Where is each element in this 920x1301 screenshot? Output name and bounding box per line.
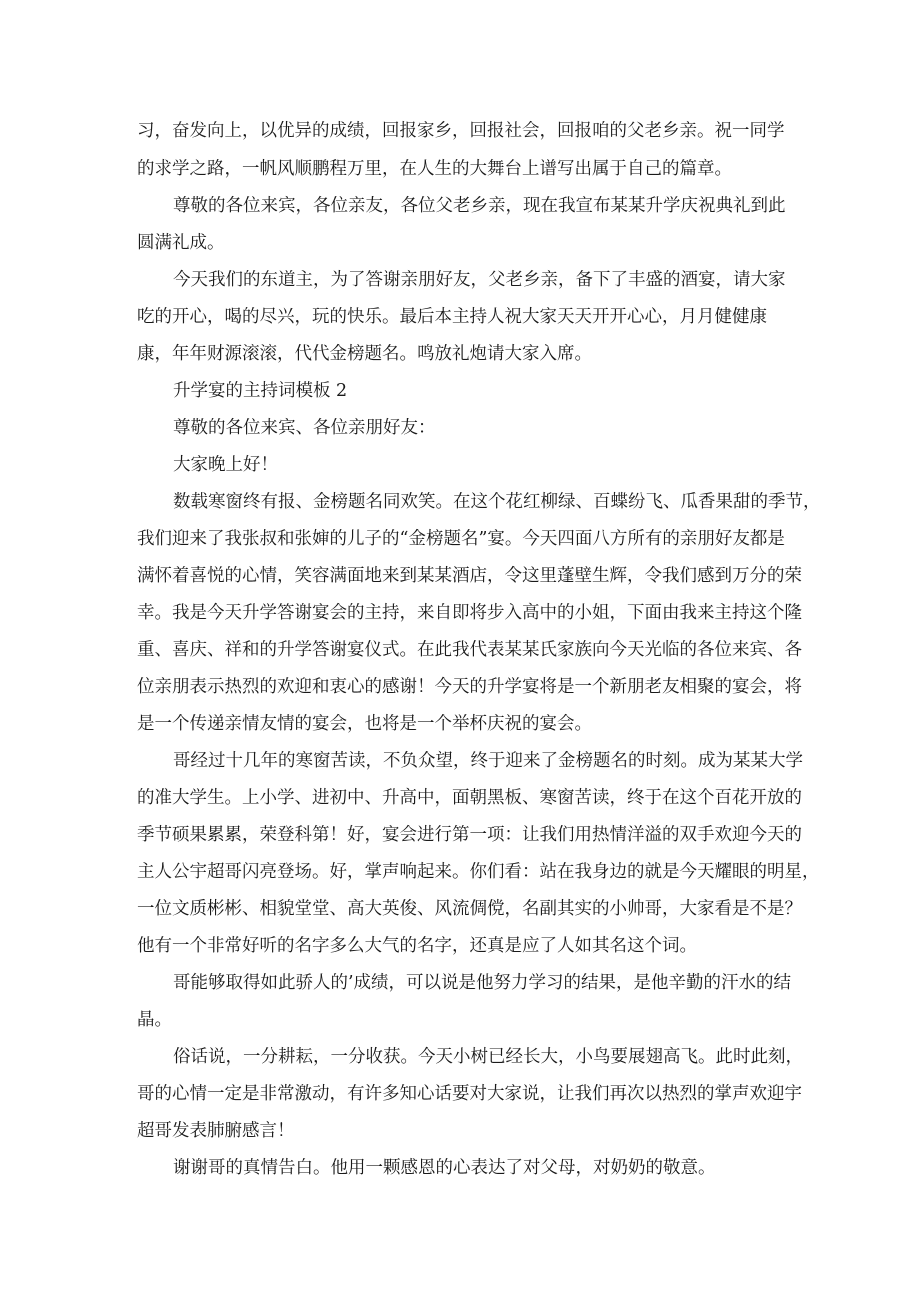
text-line: 的求学之路，一帆风顺鹏程万里，在人生的大舞台上谱写出属于自己的篇章。 xyxy=(137,159,732,179)
text-line: 他有一个非常好听的名字多么大气的名字，还真是应了人如其名这个词。 xyxy=(137,936,697,956)
section-heading: 升学宴的主持词模板 2 xyxy=(173,381,348,401)
text-line: 满怀着喜悦的心情，笑容满面地来到某某酒店，令这里蓬壁生辉，令我们感到万分的荣 xyxy=(137,566,802,586)
text-line: 康，年年财源滚滚，代代金榜题名。鸣放礼炮请大家入席。 xyxy=(137,344,592,364)
text-line: 今天我们的东道主，为了答谢亲朋好友，父老乡亲，备下了丰盛的酒宴，请大家 xyxy=(173,270,786,290)
text-line: 晶。 xyxy=(137,1010,172,1030)
text-line: 位亲朋表示热烈的欢迎和衷心的感谢！今天的升学宴将是一个新朋老友相聚的宴会，将 xyxy=(137,677,802,697)
text-line: 吃的开心，喝的尽兴，玩的快乐。最后本主持人祝大家天天开开心心，月月健健康 xyxy=(137,307,767,327)
text-line: 哥的心情一定是非常激动，有许多知心话要对大家说，让我们再次以热烈的掌声欢迎宇 xyxy=(137,1084,802,1104)
text-line: 是一个传递亲情友情的宴会，也将是一个举杯庆祝的宴会。 xyxy=(137,714,592,734)
text-line: 圆满礼成。 xyxy=(137,233,225,253)
text-line: 哥能够取得如此骄人的’成绩，可以说是他努力学习的结果，是他辛勤的汗水的结 xyxy=(173,973,792,993)
text-line: 季节硕果累累，荣登科第！好，宴会进行第一项：让我们用热情洋溢的双手欢迎今天的 xyxy=(137,825,802,845)
text-line: 重、喜庆、祥和的升学答谢宴仪式。在此我代表某某氏家族向今天光临的各位来宾、各 xyxy=(137,640,802,660)
text-line: 尊敬的各位来宾、各位亲朋好友： xyxy=(173,418,436,438)
text-line: 尊敬的各位来宾，各位亲友，各位父老乡亲，现在我宣布某某升学庆祝典礼到此 xyxy=(173,196,786,216)
text-line: 一位文质彬彬、相貌堂堂、高大英俊、风流倜傥，名副其实的小帅哥，大家看是不是？ xyxy=(137,899,802,919)
text-line: 我们迎来了我张叔和张婶的儿子的“金榜题名”宴。今天四面八方所有的亲朋好友都是 xyxy=(137,529,785,549)
text-line: 的准大学生。上小学、进初中、升高中，面朝黑板、寒窗苦读，终于在这个百花开放的 xyxy=(137,788,802,808)
text-line: 俗话说，一分耕耘，一分收获。今天小树已经长大，小鸟要展翅高飞。此时此刻， xyxy=(173,1047,803,1067)
text-line: 哥经过十几年的寒窗苦读，不负众望，终于迎来了金榜题名的时刻。成为某某大学 xyxy=(173,751,803,771)
text-line: 超哥发表肺腑感言！ xyxy=(137,1121,295,1141)
text-line: 谢谢哥的真情告白。他用一颗感恩的心表达了对父母，对奶奶的敬意。 xyxy=(173,1158,716,1178)
text-line: 主人公宇超哥闪亮登场。好，掌声响起来。你们看：站在我身边的就是今天耀眼的明星， xyxy=(137,862,820,882)
text-line: 大家晚上好！ xyxy=(173,455,278,475)
text-line: 习，奋发向上，以优异的成绩，回报家乡，回报社会，回报咱的父老乡亲。祝一同学 xyxy=(137,121,785,141)
text-line: 数载寒窗终有报、金榜题名同欢笑。在这个花红柳绿、百蝶纷飞、瓜香果甜的季节， xyxy=(173,492,821,512)
text-line: 幸。我是今天升学答谢宴会的主持，来自即将步入高中的小姐，下面由我来主持这个隆 xyxy=(137,603,802,623)
